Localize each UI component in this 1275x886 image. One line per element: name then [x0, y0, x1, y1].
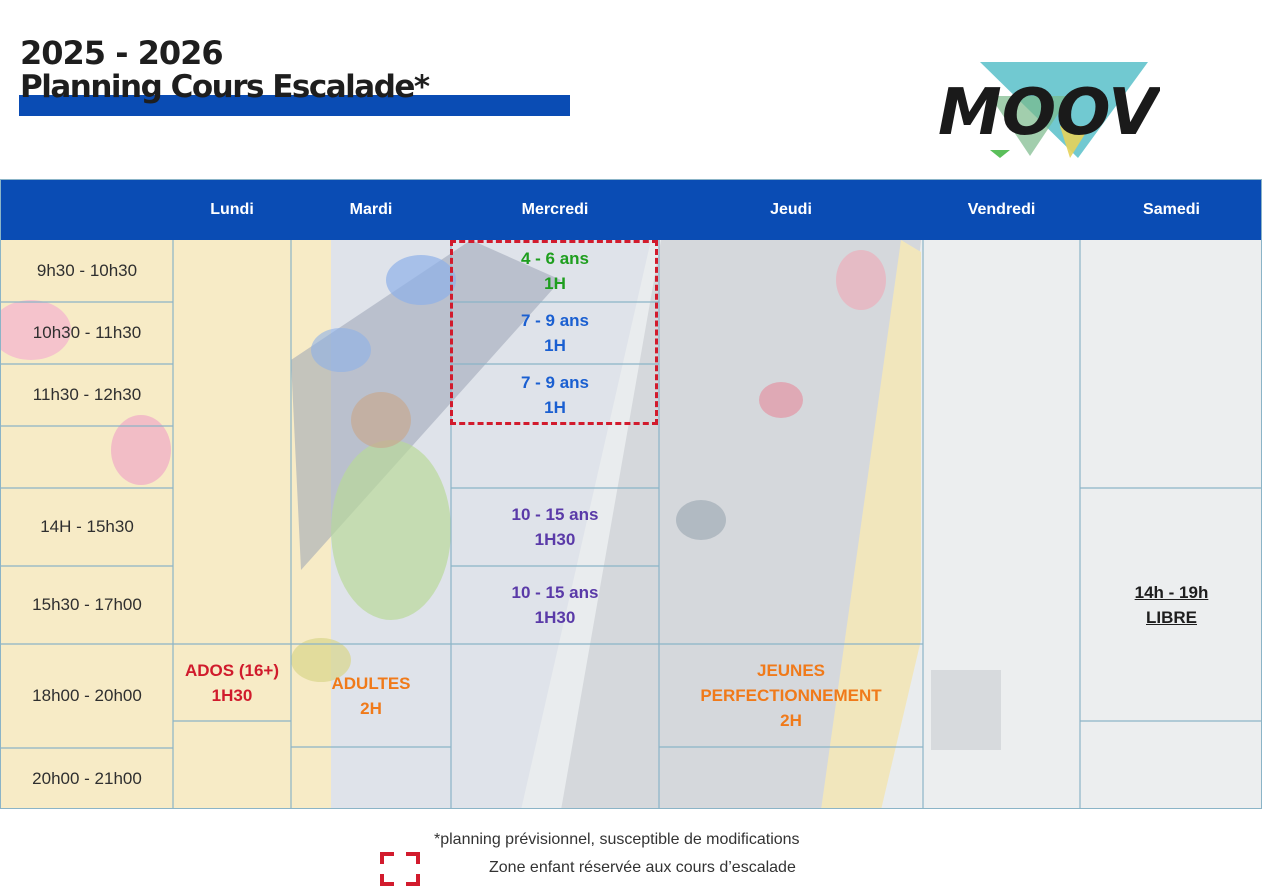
day-header-lundi: Lundi: [210, 201, 254, 218]
kids-zone-highlight: [450, 240, 658, 425]
course-duration: 1H30: [211, 685, 253, 705]
day-header-vendredi: Vendredi: [967, 201, 1036, 218]
kids-zone-legend-text: Zone enfant réservée aux cours d’escalade: [489, 859, 796, 876]
title-main: Planning Cours Escalade*: [20, 69, 429, 105]
course-wednesday-10-15-b: [451, 566, 659, 644]
time-slot-label: 20h00 - 21h00: [32, 769, 142, 788]
moov-logo: [930, 56, 1160, 166]
course-level: PERFECTIONNEMENT: [700, 686, 882, 705]
course-duration: 1H: [544, 398, 566, 417]
time-slot-label: 15h30 - 17h00: [32, 595, 142, 614]
course-wednesday-10-15-a: [451, 488, 659, 566]
course-age: 4 - 6 ans: [520, 249, 590, 268]
course-age: 10 - 15 ans: [511, 583, 599, 602]
course-level: JEUNES: [756, 661, 826, 680]
course-duration: 1H: [544, 336, 566, 355]
course-saturday-libre: [1080, 488, 1262, 721]
course-level: LIBRE: [1146, 607, 1197, 627]
course-age: 7 - 9 ans: [520, 311, 590, 330]
logo-text: MOOV: [938, 76, 1158, 150]
title-year: 2025 - 2026: [20, 34, 223, 72]
time-slot-label: 11h30 - 12h30: [32, 385, 142, 404]
course-age: 7 - 9 ans: [520, 373, 590, 392]
course-monday-ados: [173, 644, 291, 721]
page-title: [20, 36, 429, 104]
course-duration: 1H: [544, 274, 566, 293]
course-age: 10 - 15 ans: [511, 505, 599, 524]
course-duration: 2H: [780, 711, 802, 730]
course-level: ADULTES: [331, 673, 411, 693]
course-duration: 2H: [360, 698, 382, 718]
day-header-jeudi: Jeudi: [770, 201, 812, 218]
course-tuesday-adultes: [291, 644, 451, 747]
day-header-mardi: Mardi: [349, 201, 393, 218]
time-slot-label: 14H - 15h30: [40, 517, 134, 536]
course-duration: 1H30: [534, 608, 576, 627]
course-age: ADOS (16+): [185, 660, 279, 680]
course-thursday-jeunes: [659, 644, 923, 747]
kids-zone-legend-icon: [380, 852, 420, 886]
day-header-samedi: Samedi: [1143, 201, 1200, 218]
day-header-row: [1, 180, 1262, 240]
course-hours: 14h - 19h: [1134, 582, 1209, 602]
time-slot-label: 9h30 - 10h30: [36, 261, 138, 280]
footnote: *planning prévisionnel, susceptible de modifications: [434, 831, 800, 848]
time-slot-label: 18h00 - 20h00: [32, 686, 142, 705]
course-duration: 1H30: [534, 530, 576, 549]
time-slot-label: 10h30 - 11h30: [32, 323, 142, 342]
day-header-mercredi: Mercredi: [521, 201, 589, 218]
